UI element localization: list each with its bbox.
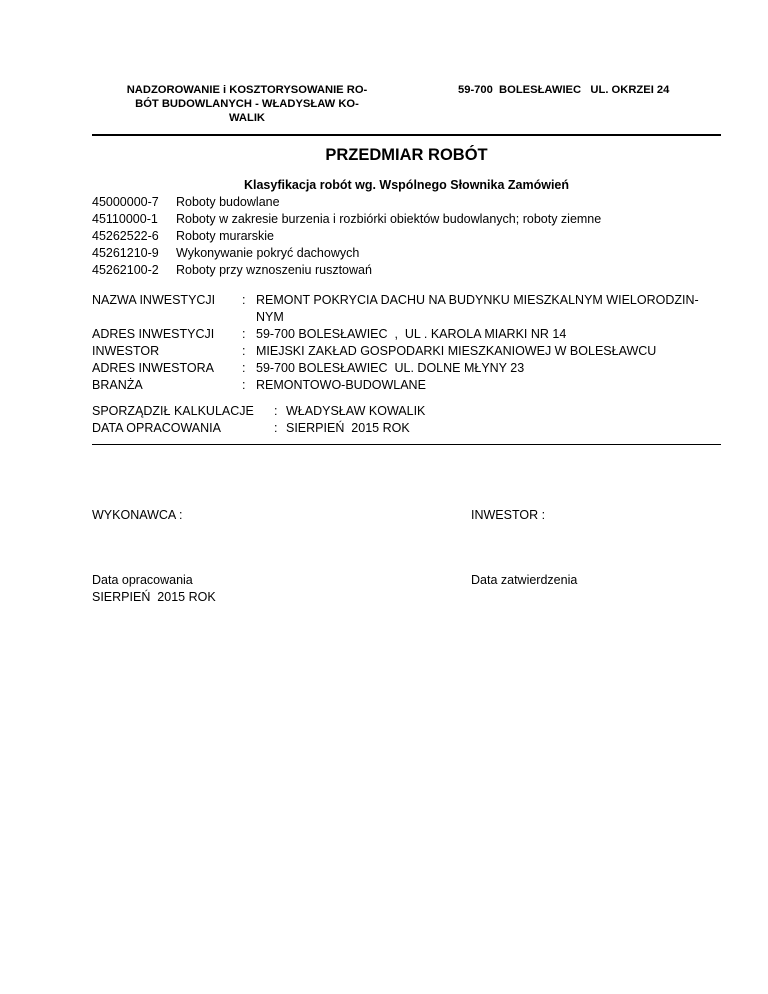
prepared-by-row [92, 403, 721, 420]
industry-label: BRANŻA [92, 378, 143, 392]
classification-row [92, 245, 721, 262]
classification-heading: Klasyfikacja robót wg. Wspólnego Słownika Zamówień [243, 178, 570, 192]
separator-colon: : [242, 361, 246, 375]
classification-description: Roboty przy wznoszeniu rusztowań [176, 263, 372, 277]
separator-colon: : [274, 404, 278, 418]
classification-description: Roboty budowlane [176, 195, 280, 209]
separator-colon: : [242, 378, 246, 392]
classification-code: 45110000-1 [92, 212, 158, 226]
investor-label: INWESTOR [92, 344, 160, 358]
prepared-date-label: Data opracowania [92, 573, 193, 587]
preparation-date-row [92, 420, 721, 437]
investment-address-value: 59-700 BOLESŁAWIEC , UL . KAROLA MIARKI NR 14 [256, 327, 567, 341]
investor-row [92, 343, 721, 360]
investor-signature-label: INWESTOR : [471, 508, 546, 522]
prepared-by-label: SPORZĄDZIŁ KALKULACJE [92, 404, 254, 418]
separator-colon: : [274, 421, 278, 435]
classification-code: 45261210-9 [92, 246, 159, 260]
classification-row [92, 228, 721, 245]
classification-description: Roboty w zakresie burzenia i rozbiórki obiektów budowlanych; roboty ziemne [176, 212, 602, 226]
investment-name-label: NAZWA INWESTYCJI [92, 293, 216, 307]
investment-name-row [92, 292, 721, 326]
company-name-text: NADZOROWANIE i KOSZTORYSOWANIE RO- BÓT BUDOWLANYCH - WŁADYSŁAW KO- WALIK [126, 84, 368, 124]
investment-details [92, 292, 721, 394]
industry-value: REMONTOWO-BUDOWLANE [256, 378, 426, 392]
classification-description: Wykonywanie pokryć dachowych [176, 246, 360, 260]
separator-colon: : [242, 344, 246, 358]
company-name [92, 83, 402, 125]
investment-address-row [92, 326, 721, 343]
prepared-by-value: WŁADYSŁAW KOWALIK [286, 404, 426, 418]
classification-code: 45262522-6 [92, 229, 159, 243]
investor-address-row [92, 360, 721, 377]
prepared-date-value: SIERPIEŃ 2015 ROK [92, 590, 216, 604]
section-divider [92, 444, 721, 445]
classification-list [92, 194, 721, 279]
investor-address-label: ADRES INWESTORA [92, 361, 215, 375]
company-address: 59-700 BOLESŁAWIEC UL. OKRZEI 24 [458, 84, 670, 96]
calculation-details [92, 403, 721, 437]
classification-row [92, 211, 721, 228]
preparation-date-value: SIERPIEŃ 2015 ROK [286, 421, 410, 435]
approval-date-label: Data zatwierdzenia [471, 573, 578, 587]
contractor-label: WYKONAWCA : [92, 508, 183, 522]
page-title: PRZEDMIAR ROBÓT [325, 146, 488, 164]
classification-code: 45000000-7 [92, 195, 159, 209]
classification-code: 45262100-2 [92, 263, 159, 277]
classification-description: Roboty murarskie [176, 229, 274, 243]
preparation-date-label: DATA OPRACOWANIA [92, 421, 221, 435]
investor-address-value: 59-700 BOLESŁAWIEC UL. DOLNE MŁYNY 23 [256, 361, 525, 375]
classification-row [92, 194, 721, 211]
industry-row [92, 377, 721, 394]
investment-address-label: ADRES INWESTYCJI [92, 327, 215, 341]
separator-colon: : [242, 327, 246, 341]
separator-colon: : [242, 293, 246, 307]
investor-value: MIEJSKI ZAKŁAD GOSPODARKI MIESZKANIOWEJ W BOLESŁAWCU [256, 344, 657, 358]
header-divider [92, 134, 721, 136]
classification-row [92, 262, 721, 279]
investment-name-value: REMONT POKRYCIA DACHU NA BUDYNKU MIESZKALNYM WIELORODZIN- NYM [256, 293, 699, 324]
